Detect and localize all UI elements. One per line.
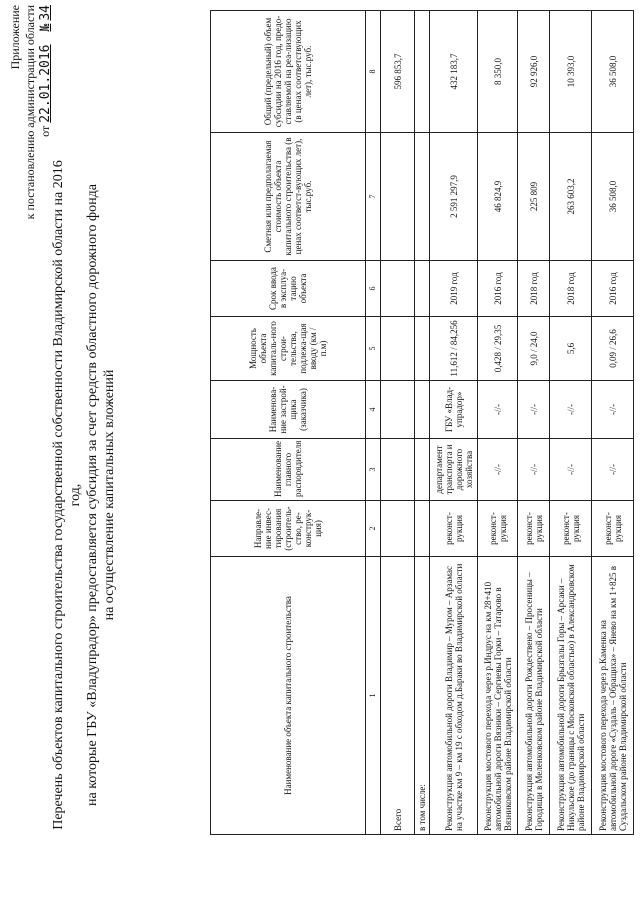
column-number: 5 xyxy=(366,317,381,381)
subsidy-cell: 36 508,0 xyxy=(592,11,634,133)
cost-cell: 263 603,2 xyxy=(550,133,592,261)
including-row xyxy=(415,11,430,835)
table-row xyxy=(430,11,478,835)
developer-cell: -//- xyxy=(478,381,518,439)
column-number: 2 xyxy=(366,501,381,557)
total-amount: 596 853,7 xyxy=(381,11,415,133)
title-line-1: Перечень объектов капитального строительства государственной собственности Владимирской области на 2016 год, xyxy=(51,160,83,830)
title-line-2: на которые ГБУ «Владупрадор» предоставляется субсидия за счет средств областного дорожного фонда xyxy=(85,184,100,806)
cost-cell: 2 591 297,9 xyxy=(430,133,478,261)
object-name: Реконструкция мостового перехода через р.Каменка на автомобильной дороге «Суздаль – Обращиха» – Янево на км 1+825 в Суздальском районе Владимирской области xyxy=(592,557,634,835)
resolution-number: 34 xyxy=(38,5,53,21)
header-cost: Сметная или предполагаемая стоимость объекта капитального строительства (в ценах соответст-вующих лет), тыс.руб. xyxy=(211,133,366,261)
header-capacity: Мощность объекта капиталь-ного строи-тельства, подлежа-щая вводу (км / п.м) xyxy=(211,317,366,381)
developer-cell: -//- xyxy=(592,381,634,439)
developer-cell: ГБУ «Влад-упрадор» xyxy=(430,381,478,439)
capacity-cell: 9,0 / 24,0 xyxy=(518,317,550,381)
subsidy-cell: 10 393,0 xyxy=(550,11,592,133)
developer-cell: -//- xyxy=(518,381,550,439)
header-direction: Направле-ние инвес-тирования (строитель-ство, ре-конструк-ция) xyxy=(211,501,366,557)
capacity-cell: 11,612 / 84,256 xyxy=(430,317,478,381)
title-line-3: на осуществление капитальных вложений xyxy=(102,369,117,621)
direction-cell: реконст-рукция xyxy=(550,501,592,557)
column-number: 6 xyxy=(366,261,381,317)
date-prefix: от xyxy=(38,125,52,137)
subsidy-cell: 8 350,0 xyxy=(478,11,518,133)
manager-cell: департамент транспорта и дорожного хозяйства xyxy=(430,439,478,501)
column-numbers-row xyxy=(366,11,381,835)
table-row xyxy=(550,11,592,835)
total-row xyxy=(381,11,415,835)
manager-cell: -//- xyxy=(478,439,518,501)
manager-cell: -//- xyxy=(592,439,634,501)
manager-cell: -//- xyxy=(518,439,550,501)
term-cell: 2019 год xyxy=(430,261,478,317)
capacity-cell: 0,428 / 29,35 xyxy=(478,317,518,381)
direction-cell: реконст-рукция xyxy=(592,501,634,557)
object-name: Реконструкция автомобильной дороги Брызгалы Горы – Арсаки – Никульское (до границы с Московской областью) в Александровском районе Владимирской области xyxy=(550,557,592,835)
developer-cell: -//- xyxy=(550,381,592,439)
capacity-cell: 5,6 xyxy=(550,317,592,381)
number-prefix: № xyxy=(38,23,53,32)
appendix-resolution: к постановлению администрации области xyxy=(23,5,37,220)
term-cell: 2016 год xyxy=(592,261,634,317)
column-number: 3 xyxy=(366,439,381,501)
resolution-date: 22.01.2016 xyxy=(38,44,53,123)
capital-objects-table xyxy=(210,10,634,835)
header-developer: Наименова-ние застрой-щика (заказчика) xyxy=(211,381,366,439)
document-title xyxy=(50,155,118,835)
column-number: 4 xyxy=(366,381,381,439)
header-term: Срок ввода в эксплуа-тацию объекта xyxy=(211,261,366,317)
subsidy-cell: 432 183,7 xyxy=(430,11,478,133)
direction-cell: реконст-рукция xyxy=(430,501,478,557)
object-name: Реконструкция автомобильной дороги Владимир – Муром – Арзамас на участке км 9 – км 19 с обходом д.Бараки во Владимирской области xyxy=(430,557,478,835)
column-number: 8 xyxy=(366,11,381,133)
header-manager: Наименование главного распорядителя xyxy=(211,439,366,501)
object-name: Реконструкция мостового перехода через р.Индрус на км 28+410 автомобильной дороги Вязники – Сергиевы Горки – Татарово в Вязниковском районе Владимирской области xyxy=(478,557,518,835)
subsidy-cell: 92 926,0 xyxy=(518,11,550,133)
object-name: Реконструкция автомобильной дороги Рождествено – Просеницы – Городищи в Меленковском районе Владимирской области xyxy=(518,557,550,835)
appendix-title: Приложение xyxy=(8,5,22,70)
column-number: 1 xyxy=(366,557,381,835)
term-cell: 2018 год xyxy=(550,261,592,317)
header-object-name: Наименование объекта капитального строительства xyxy=(211,557,366,835)
term-cell: 2016 год xyxy=(478,261,518,317)
including-label: в том числе: xyxy=(415,557,430,835)
direction-cell: реконст-рукция xyxy=(478,501,518,557)
cost-cell: 46 824,9 xyxy=(478,133,518,261)
table-row xyxy=(592,11,634,835)
term-cell: 2018 год xyxy=(518,261,550,317)
table-row xyxy=(478,11,518,835)
appendix-header xyxy=(8,5,53,305)
manager-cell: -//- xyxy=(550,439,592,501)
column-number: 7 xyxy=(366,133,381,261)
cost-cell: 225 809 xyxy=(518,133,550,261)
table-header-row xyxy=(211,11,366,835)
cost-cell: 36 508,0 xyxy=(592,133,634,261)
table-row xyxy=(518,11,550,835)
header-subsidy: Общий (предельный) объем субсидии на 2016 год, предо-ставляемой на реа-лизацию (в ценах соответствующих лет), тыс.руб. xyxy=(211,11,366,133)
total-label: Всего xyxy=(381,557,415,835)
direction-cell: реконст-рукция xyxy=(518,501,550,557)
capacity-cell: 0,09 / 26,6 xyxy=(592,317,634,381)
